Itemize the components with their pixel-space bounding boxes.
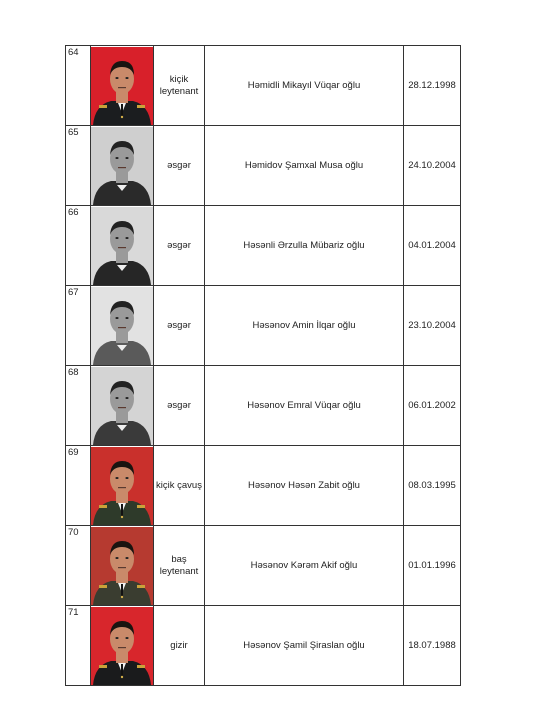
table-row — [66, 286, 461, 366]
birth-date-cell: 18.07.1988 — [404, 606, 461, 686]
table-row — [66, 446, 461, 526]
birth-date-cell: 24.10.2004 — [404, 126, 461, 206]
rank-cell: əsgər — [154, 206, 205, 286]
row-number: 68 — [66, 366, 91, 446]
table-row — [66, 526, 461, 606]
portrait-photo — [91, 526, 154, 606]
table-row — [66, 366, 461, 446]
roster-body — [66, 46, 461, 686]
table-row — [66, 206, 461, 286]
full-name-cell: Həsənli Ərzulla Mübariz oğlu — [205, 206, 404, 286]
roster-table — [65, 45, 461, 686]
rank-cell: əsgər — [154, 126, 205, 206]
full-name-cell: Həmidli Mikayıl Vüqar oğlu — [205, 46, 404, 126]
full-name-cell: Həmidov Şamxal Musa oğlu — [205, 126, 404, 206]
birth-date-cell: 01.01.1996 — [404, 526, 461, 606]
table-row — [66, 606, 461, 686]
table-row — [66, 46, 461, 126]
row-number: 65 — [66, 126, 91, 206]
full-name-cell: Həsənov Emral Vüqar oğlu — [205, 366, 404, 446]
portrait-photo — [91, 206, 154, 286]
row-number: 66 — [66, 206, 91, 286]
portrait-photo — [91, 366, 154, 446]
rank-cell: baş leytenant — [154, 526, 205, 606]
full-name-cell: Həsənov Həsən Zabit oğlu — [205, 446, 404, 526]
birth-date-cell: 23.10.2004 — [404, 286, 461, 366]
portrait-photo — [91, 606, 154, 686]
birth-date-cell: 28.12.1998 — [404, 46, 461, 126]
portrait-photo — [91, 126, 154, 206]
birth-date-cell: 04.01.2004 — [404, 206, 461, 286]
birth-date-cell: 06.01.2002 — [404, 366, 461, 446]
row-number: 67 — [66, 286, 91, 366]
portrait-photo — [91, 46, 154, 126]
rank-cell: əsgər — [154, 286, 205, 366]
rank-cell: əsgər — [154, 366, 205, 446]
row-number: 71 — [66, 606, 91, 686]
portrait-photo — [91, 446, 154, 526]
portrait-photo — [91, 286, 154, 366]
full-name-cell: Həsənov Şamil Şiraslan oğlu — [205, 606, 404, 686]
full-name-cell: Həsənov Kərəm Akif oğlu — [205, 526, 404, 606]
rank-cell: kiçik leytenant — [154, 46, 205, 126]
rank-cell: gizir — [154, 606, 205, 686]
full-name-cell: Həsənov Amin İlqar oğlu — [205, 286, 404, 366]
rank-cell: kiçik çavuş — [154, 446, 205, 526]
table-row — [66, 126, 461, 206]
row-number: 69 — [66, 446, 91, 526]
birth-date-cell: 08.03.1995 — [404, 446, 461, 526]
row-number: 64 — [66, 46, 91, 126]
row-number: 70 — [66, 526, 91, 606]
